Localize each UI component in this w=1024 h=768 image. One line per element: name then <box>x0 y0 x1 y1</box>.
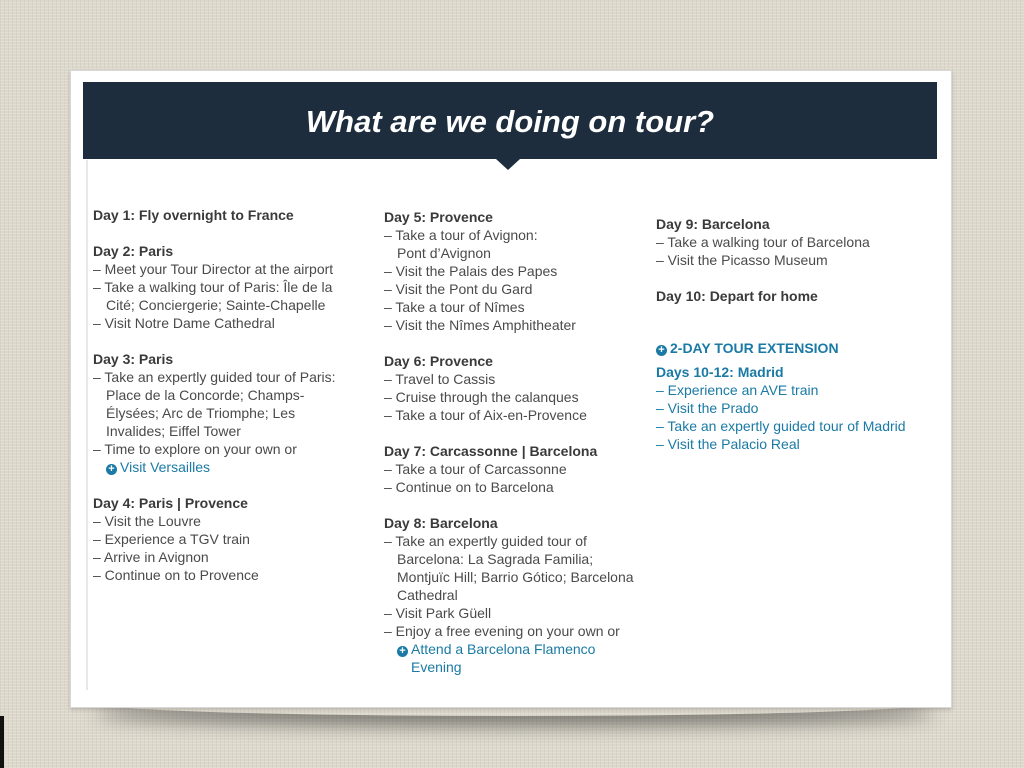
day-7-heading: Day 7: Carcassonne | Barcelona <box>384 443 598 459</box>
list-item: – Take a walking tour of Paris: Île de la <box>93 279 333 295</box>
slide-title: What are we doing on tour? <box>305 103 715 139</box>
list-item: – Cruise through the calanques <box>384 389 579 405</box>
list-item: – Experience an AVE train <box>656 382 819 398</box>
day-4-heading: Day 4: Paris | Provence <box>93 495 248 511</box>
list-item: – Visit the Prado <box>656 400 759 416</box>
plus-circle-icon: + <box>397 646 408 657</box>
plus-circle-icon: + <box>106 464 117 475</box>
day-10-heading: Day 10: Depart for home <box>656 288 818 304</box>
title-banner <box>83 82 937 159</box>
list-item: – Take a tour of Nîmes <box>384 299 525 315</box>
itinerary-column-2 <box>384 208 659 676</box>
days-10-12-heading: Days 10-12: Madrid <box>656 364 784 380</box>
day-1-heading: Day 1: Fly overnight to France <box>93 207 294 223</box>
card-inner-edge <box>86 160 88 690</box>
itinerary-column-3 <box>656 215 941 453</box>
list-item: – Visit Park Güell <box>384 605 492 621</box>
list-item-continued: Cathedral <box>397 587 458 603</box>
list-item: – Take a tour of Avignon: <box>384 227 538 243</box>
list-item: – Travel to Cassis <box>384 371 496 387</box>
list-item: – Visit the Palacio Real <box>656 436 800 452</box>
list-item-continued: Cité; Conciergerie; Sainte-Chapelle <box>106 297 326 313</box>
optional-excursion-label: Attend a Barcelona Flamenco <box>411 641 596 657</box>
banner-pointer <box>496 159 520 170</box>
day-5-heading: Day 5: Provence <box>384 209 493 225</box>
list-item: – Take a tour of Aix-en-Provence <box>384 407 587 423</box>
plus-circle-icon: + <box>656 345 667 356</box>
list-item: – Take an expertly guided tour of <box>384 533 587 549</box>
list-item-continued: Barcelona: La Sagrada Familia; <box>397 551 594 567</box>
list-item: – Take an expertly guided tour of Madrid <box>656 418 906 434</box>
optional-excursion[interactable] <box>384 640 659 658</box>
optional-excursion[interactable] <box>93 458 368 476</box>
list-item: – Visit the Palais des Papes <box>384 263 558 279</box>
tour-extension-label: 2-DAY TOUR EXTENSION <box>670 340 839 356</box>
list-item: – Visit the Picasso Museum <box>656 252 828 268</box>
list-item: – Visit the Pont du Gard <box>384 281 533 297</box>
list-item: – Visit the Louvre <box>93 513 201 529</box>
list-item-continued: Montjuïc Hill; Barrio Gótico; Barcelona <box>397 569 634 585</box>
list-item-continued: Élysées; Arc de Triomphe; Les <box>106 405 296 421</box>
list-item: – Take a tour of Carcassonne <box>384 461 567 477</box>
list-item: – Take an expertly guided tour of Paris: <box>93 369 336 385</box>
list-item: – Visit the Nîmes Amphitheater <box>384 317 576 333</box>
day-8-heading: Day 8: Barcelona <box>384 515 498 531</box>
day-9-heading: Day 9: Barcelona <box>656 216 770 232</box>
list-item: – Arrive in Avignon <box>93 549 209 565</box>
itinerary-column-1 <box>93 206 368 584</box>
list-item: – Visit Notre Dame Cathedral <box>93 315 275 331</box>
list-item-continued: Place de la Concorde; Champs- <box>106 387 305 403</box>
list-item-continued: Pont d’Avignon <box>397 245 491 261</box>
corner-edge <box>0 716 4 768</box>
optional-excursion-label: Visit Versailles <box>120 459 211 475</box>
list-item: – Meet your Tour Director at the airport <box>93 261 334 277</box>
optional-excursion-continued: Evening <box>411 659 462 675</box>
list-item: – Continue on to Barcelona <box>384 479 554 495</box>
day-2-heading: Day 2: Paris <box>93 243 174 259</box>
day-3-heading: Day 3: Paris <box>93 351 174 367</box>
list-item: – Experience a TGV train <box>93 531 250 547</box>
tour-extension-heading[interactable] <box>656 339 941 357</box>
list-item: – Continue on to Provence <box>93 567 259 583</box>
list-item: – Take a walking tour of Barcelona <box>656 234 870 250</box>
day-6-heading: Day 6: Provence <box>384 353 493 369</box>
list-item: – Time to explore on your own or <box>93 441 297 457</box>
list-item: – Enjoy a free evening on your own or <box>384 623 620 639</box>
list-item-continued: Invalides; Eiffel Tower <box>106 423 241 439</box>
